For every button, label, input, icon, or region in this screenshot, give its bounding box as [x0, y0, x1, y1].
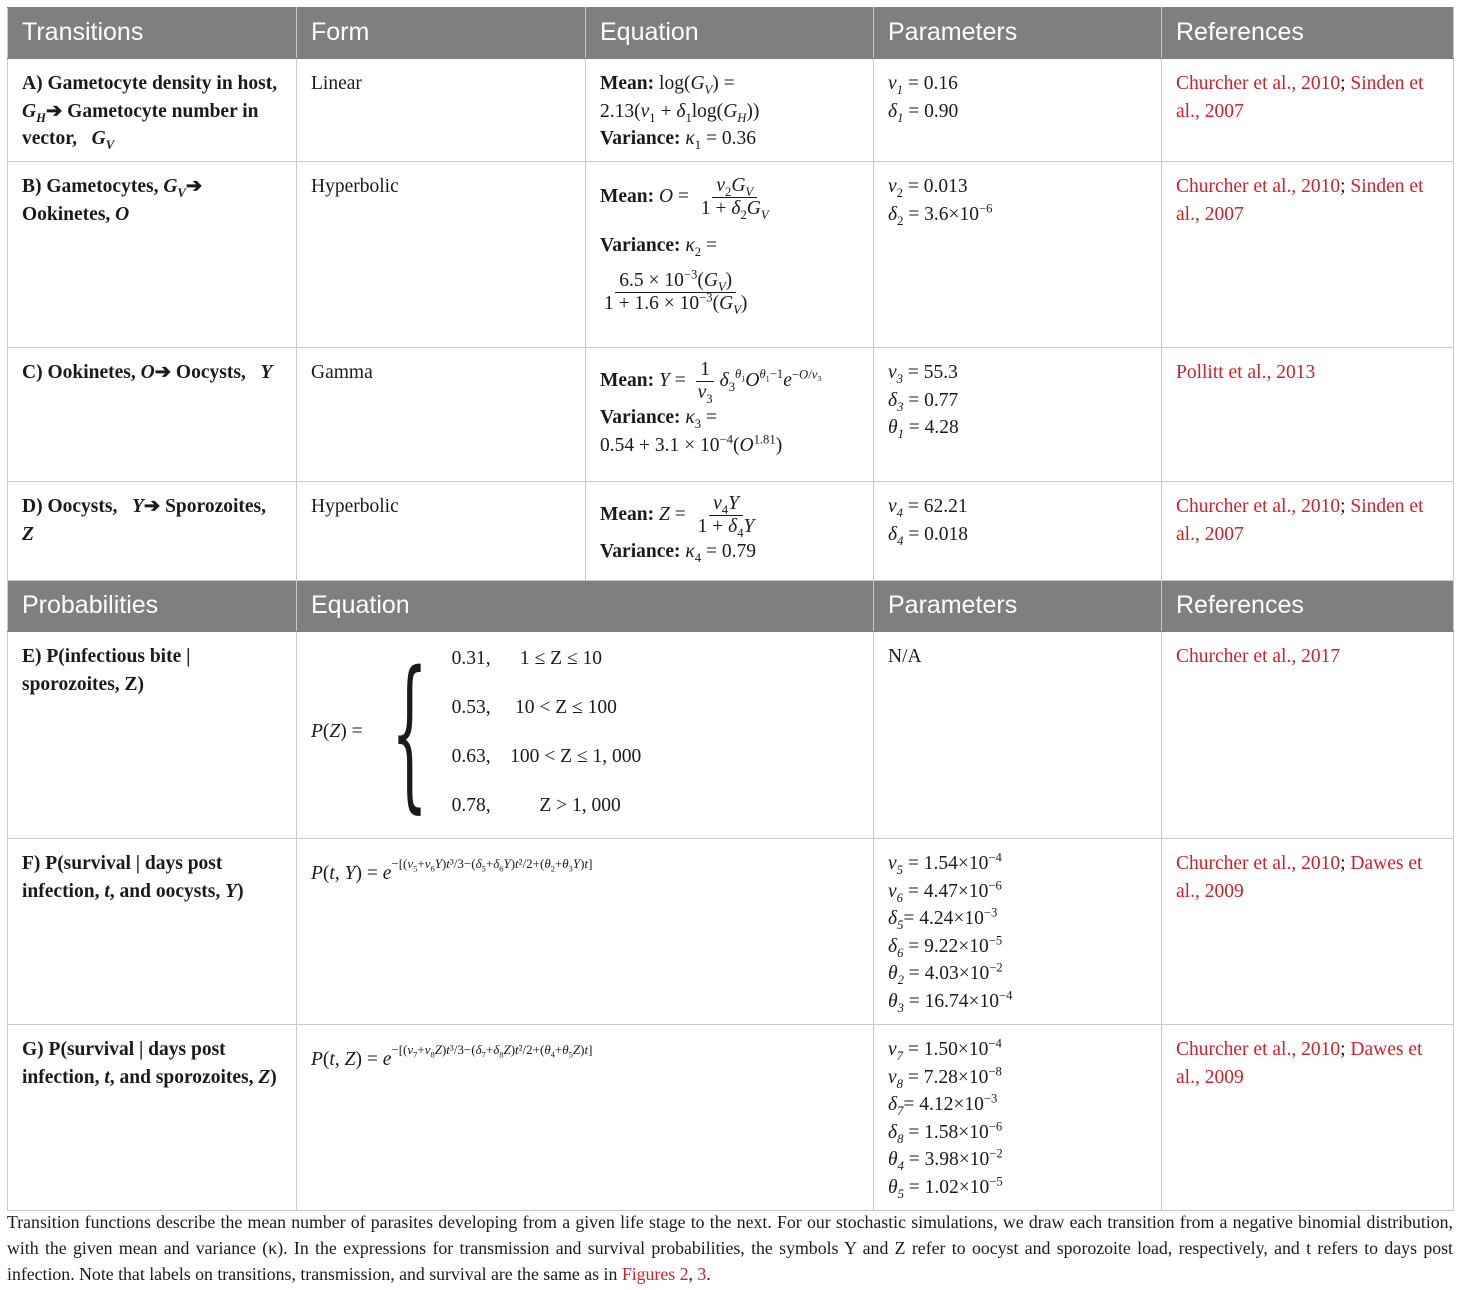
table-row-g [8, 1025, 1454, 1211]
ref-link[interactable]: Churcher et al., 2010 [1176, 176, 1341, 197]
row-a-references: Churcher et al., 2010; Sinden et al., 2007 [1162, 59, 1454, 162]
table-footnote: Transition functions describe the mean number of parasites developing from a given life stage to the next. For our stochastic simulations, we draw each transition from a negative binomial distribution, with the given mean and variance (κ). In the expressions for transmission and survival probabilities, the symbols Y and Z refer to oocyst and sporozoite load, respectively, and t refers to days post infection. Note that labels on transitions, transmission, and survival are the same as in Figures 2, 3. [7, 1212, 1453, 1284]
row-d-parameters: $v_4 = 62.21$ $\delta_4 = 0.018$ [874, 482, 1162, 581]
row-d-equation: Mean: Z = $\frac{v_4Y}{1 + \delta_4Y}$ Variance: $\kappa_4 = 0.79$ [586, 482, 874, 581]
row-c-references [1162, 348, 1454, 482]
row-b-label: B) Gametocytes, $G_V➔$ Ookinetes, O [8, 162, 297, 348]
row-c-label: C) Ookinetes, O➔ Oocysts, Y [8, 348, 297, 482]
row-c-form: Gamma [297, 348, 586, 482]
row-d-references: Churcher et al., 2010; Sinden et al., 2007 [1162, 482, 1454, 581]
parameter-table [7, 7, 1454, 1211]
probabilities-header-row [8, 581, 1454, 632]
row-e-parameters: N/A [874, 632, 1162, 839]
row-a-form: Linear [297, 59, 586, 162]
row-g-label: G) P(survival | days post infection, t, and sporozoites, Z) [8, 1025, 297, 1211]
row-f-label: F) P(survival | days post infection, t, and oocysts, Y) [8, 839, 297, 1025]
row-c-equation: Mean: Y = $\frac{1}{v_3}$ $\delta_3^{\theta_1}O^{\theta_1-1}e^{-O/v_3}$ Variance: $\kappa_3$ = $0.54 + 3.1 \times 10^{-4}(O^{1.81})$ [586, 348, 874, 482]
row-e-references [1162, 632, 1454, 839]
row-b-parameters: $v_2 = 0.013$ $\delta_2 = 3.6\times 10^{-6}$ [874, 162, 1162, 348]
table-row-a [8, 59, 1454, 162]
row-b-references: Churcher et al., 2010; Sinden et al., 2007 [1162, 162, 1454, 348]
header-parameters-2: Parameters [874, 581, 1162, 632]
transitions-header-row [8, 8, 1454, 59]
table-row-e [8, 632, 1454, 839]
row-d-form: Hyperbolic [297, 482, 586, 581]
ref-link[interactable]: Dawes et al., 2009 [1176, 853, 1423, 902]
row-b-equation: Mean: O = $\frac{v_2G_V}{1 + \delta_2G_V}$ Variance: $\kappa_2$ = $\frac{6.5 \times 10^{-3}(G_V)}{1 + 1.6 \times 10^{-3}(G_V)}$ [586, 162, 874, 348]
table-row-c [8, 348, 1454, 482]
row-g-parameters: $v_7 = 1.50\times 10^{-4}$ $v_8 = 7.28\times 10^{-8}$ $\delta_7= 4.12\times 10^{-3}$ $\delta_8 = 1.58\times 10^{-6}$ $\theta_4 = 3.98\times 10^{-2}$ $\theta_5 = 1.02\times 10^{-5}$ [874, 1025, 1162, 1211]
row-f-references: Churcher et al., 2010; Dawes et al., 2009 [1162, 839, 1454, 1025]
brace-icon: { [390, 635, 428, 828]
header-form: Form [297, 8, 586, 59]
ref-link[interactable]: Sinden et al., 2007 [1176, 496, 1424, 545]
header-parameters: Parameters [874, 8, 1162, 59]
row-f-parameters: $v_5 = 1.54\times 10^{-4}$ $v_6 = 4.47\times 10^{-6}$ $\delta_5= 4.24\times 10^{-3}$ $\delta_6 = 9.22\times 10^{-5}$ $\theta_2 = 4.03\times 10^{-2}$ $\theta_3 = 16.74\times 10^{-4}$ [874, 839, 1162, 1025]
ref-link[interactable]: Sinden et al., 2007 [1176, 73, 1424, 122]
figure-link[interactable]: Figures 2 [621, 1264, 689, 1284]
row-g-equation: P(t, $Z) = e^{-[(v_7+v_8Z)t^3/3-(\delta_7+\delta_8Z)t^2/2+(\theta_4+\theta_5Z)t]}$ [297, 1025, 874, 1211]
ref-link[interactable]: Churcher et al., 2017 [1176, 646, 1341, 667]
ref-link[interactable]: Churcher et al., 2010 [1176, 73, 1341, 94]
ref-link[interactable]: Churcher et al., 2010 [1176, 496, 1341, 517]
figure-link[interactable]: 3 [697, 1264, 707, 1284]
header-equation: Equation [586, 8, 874, 59]
header-transitions: Transitions [8, 8, 297, 59]
header-equation-2: Equation [297, 581, 874, 632]
ref-link[interactable]: Churcher et al., 2010 [1176, 1039, 1341, 1060]
header-references-2: References [1162, 581, 1454, 632]
row-e-label: E) P(infectious bite | sporozoites, Z) [8, 632, 297, 839]
ref-link[interactable]: Sinden et al., 2007 [1176, 176, 1424, 225]
row-d-label: D) Oocysts, Y➔ Sporozoites, Z [8, 482, 297, 581]
row-b-form: Hyperbolic [297, 162, 586, 348]
ref-link[interactable]: Pollitt et al., 2013 [1176, 362, 1316, 383]
row-a-equation: Mean: $\log(G_V)$ = $2.13(v_1 + \delta_1\log(G_H))$ Variance: $\kappa_1 = 0.36$ [586, 59, 874, 162]
ref-link[interactable]: Dawes et al., 2009 [1176, 1039, 1423, 1088]
table-row-f [8, 839, 1454, 1025]
header-probabilities: Probabilities [8, 581, 297, 632]
row-e-equation: P(Z) = { 0.31, 1 ≤ Z ≤ 10 0.53, 10 < Z ≤ 100 0.63, 100 < Z ≤ 1, 000 0.78, Z > 1, 000 [297, 632, 874, 839]
row-a-label: A) Gametocyte density in host, $G_H➔$ Gametocyte number in vector, $G_V$ [8, 59, 297, 162]
ref-link[interactable]: Churcher et al., 2010 [1176, 853, 1341, 874]
row-f-equation: P(t, $Y) = e^{-[(v_5+v_6Y)t^3/3-(\delta_5+\delta_6Y)t^2/2+(\theta_2+\theta_3Y)t]}$ [297, 839, 874, 1025]
row-g-references: Churcher et al., 2010; Dawes et al., 2009 [1162, 1025, 1454, 1211]
header-references: References [1162, 8, 1454, 59]
row-a-parameters: $v_1 = 0.16$ $\delta_1 = 0.90$ [874, 59, 1162, 162]
table-row-d [8, 482, 1454, 581]
table-row-b [8, 162, 1454, 348]
row-c-parameters: $v_3 = 55.3$ $\delta_3 = 0.77$ $\theta_1 = 4.28$ [874, 348, 1162, 482]
